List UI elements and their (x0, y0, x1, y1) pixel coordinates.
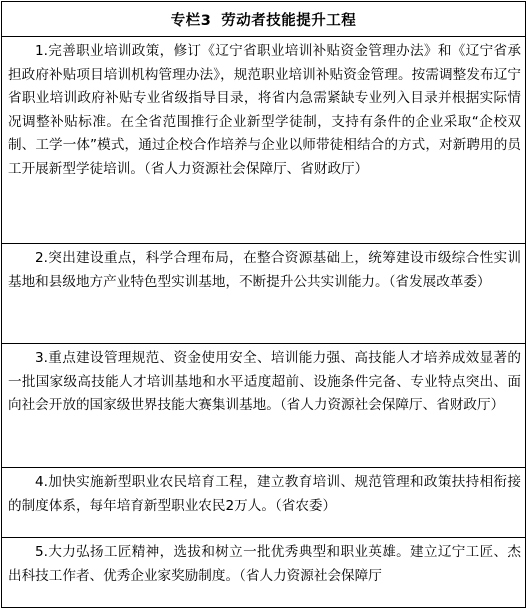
title-prefix: 专栏3 (170, 12, 212, 29)
item-3: 3.重点建设管理规范、资金使用安全、培训能力强、高技能人才培养成效显著的一批国家级高技能人才培训基地和水平适度超前、设施条件完备、专业特点突出、面向社会开放的国家级世界技能大赛集训基地。（省人力资源社会保障厅、省财政厅） (2, 344, 525, 468)
title-row (2, 2, 525, 37)
item-4: 4.加快实施新型职业农民培育工程，建立教育培训、规范管理和政策扶持相衔接的制度体系，每年培育新型职业农民2万人。（省农委） (2, 468, 525, 538)
item-5: 5.大力弘扬工匠精神，选拔和树立一批优秀典型和职业英雄。建立辽宁工匠、杰出科技工作者、优秀企业家奖励制度。（省人力资源社会保障厅 (8, 544, 521, 584)
title-main: 劳动者技能提升工程 (221, 12, 357, 29)
feature-box (1, 1, 526, 608)
box-title (171, 9, 357, 30)
box-body (2, 37, 525, 608)
item-1: 1.完善职业培训政策，修订《辽宁省职业培训补贴资金管理办法》和《辽宁省承担政府补贴项目培训机构管理办法》，规范职业培训补贴资金管理。按需调整发布辽宁省职业培训政府补贴专业省级指导目录，将省内急需紧缺专业列入目录并根据实际情况调整补贴标准。在全省范围推行企业新型学徒制，支持有条件的企业采取“企校双制、工学一体”模式，通过企校合作培养与企业以师带徒相结合的方式，对新聘用的员工开展新型学徒培训。（省人力资源社会保障厅、省财政厅） (2, 37, 525, 244)
item-2: 2.突出建设重点，科学合理布局，在整合资源基础上，统筹建设市级综合性实训基地和县级地方产业特色型实训基地，不断提升公共实训能力。（省发展改革委） (2, 244, 525, 344)
